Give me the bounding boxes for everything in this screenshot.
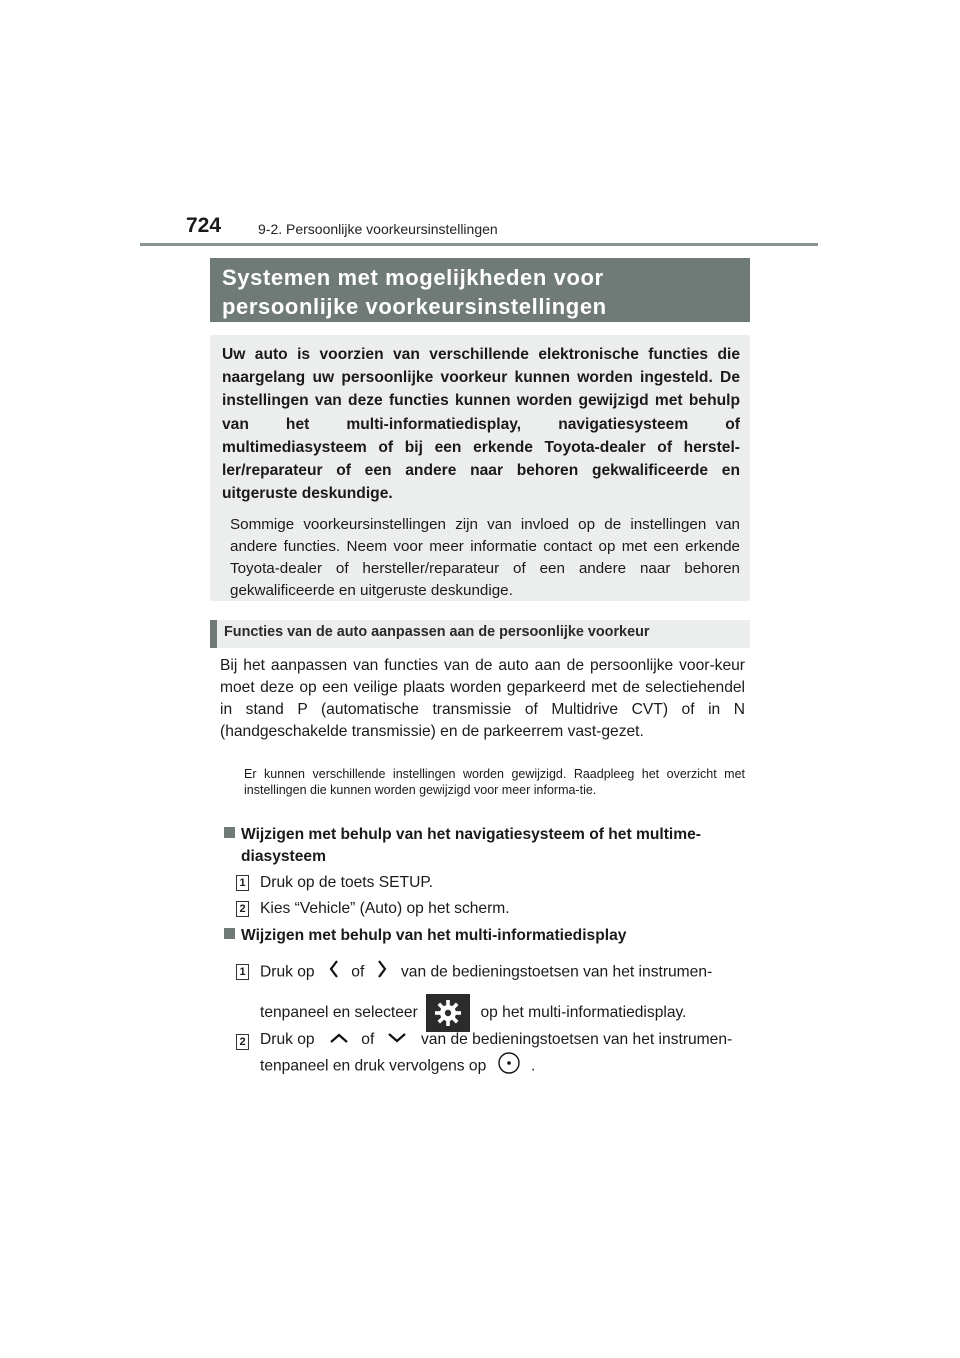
step-text-part: .: [530, 1057, 536, 1075]
step-number: 1: [236, 875, 249, 891]
step-text-part: op het multi-informatiedisplay.: [480, 1004, 687, 1022]
step-text: [260, 1029, 732, 1051]
subsection-heading: Functies van de auto aanpassen aan de persoonlijke voorkeur: [210, 620, 750, 648]
step-text: [260, 994, 686, 1032]
nav-section-heading: [224, 824, 749, 868]
bullet-square-icon: [224, 928, 235, 939]
chevron-right-icon: [377, 960, 387, 985]
step-text-part: tenpaneel en druk vervolgens op: [260, 1057, 487, 1075]
nav-heading-line-1: Wijzigen met behulp van het navigatiesysteem of het multime-: [241, 826, 701, 843]
page-title: [210, 258, 750, 322]
intro-box: [210, 335, 750, 601]
page-number: 724: [186, 214, 222, 237]
subsection-note: Er kunnen verschillende instellingen worden gewijzigd. Raadpleeg het overzicht met instellingen die kunnen worden gewijzigd voor meer informa-tie.: [244, 767, 745, 797]
step-text-part: van de bedieningstoetsen van het instrumen-: [401, 963, 713, 981]
step-text: Druk op de toets SETUP.: [260, 874, 434, 891]
step-number: 2: [236, 901, 249, 917]
step-text-part: of: [351, 963, 365, 981]
page-title-line-2: persoonlijke voorkeursinstellingen: [222, 294, 607, 319]
mid-section-heading: [224, 925, 626, 947]
chevron-left-icon: [329, 960, 339, 985]
intro-text: Uw auto is voorzien van verschillende elektronische functies die naargelang uw persoonlijke voorkeur kunnen worden ingesteld. De instellingen van deze functies kunnen worden gewijzigd met behulp van het multi-informatiedisplay, navigatiesysteem of multimediasysteem of bij een erkende Toyota-dealer of herstel-ler/reparateur of een andere naar behoren gekwalificeerde en uitgeruste deskundige.: [222, 346, 740, 503]
nav-heading-line-2: diasysteem: [241, 848, 326, 865]
step-text-part: tenpaneel en selecteer: [260, 1004, 418, 1022]
header-divider: [140, 243, 818, 246]
step-text: Kies “Vehicle” (Auto) op het scherm.: [260, 900, 510, 917]
mid-heading-text: Wijzigen met behulp van het multi-informatiedisplay: [241, 927, 627, 944]
step-text-part: van de bedieningstoetsen van het instrumen-: [421, 1031, 733, 1049]
page-title-line-1: Systemen met mogelijkheden voor: [222, 265, 604, 290]
step-text: [260, 960, 712, 985]
step-text-part: Druk op: [260, 963, 315, 981]
step-text-part: Druk op: [260, 1031, 315, 1049]
chevron-down-icon: [387, 1029, 407, 1051]
ok-button-icon: [497, 1051, 521, 1082]
section-reference: 9-2. Persoonlijke voorkeursinstellingen: [258, 221, 498, 237]
subsection-body: Bij het aanpassen van functies van de auto aan de persoonlijke voor-keur moet deze op een veilige plaats worden geparkeerd met de selectiehendel in stand P (automatische transmissie of Multidrive CVT) of in N (handgeschakelde transmissie) en de parkeerrem vast-gezet.: [220, 657, 745, 740]
bullet-square-icon: [224, 827, 235, 838]
step-number: 1: [236, 964, 249, 980]
gear-icon: [426, 994, 470, 1032]
chevron-up-icon: [329, 1029, 349, 1051]
intro-note: Sommige voorkeursinstellingen zijn van invloed op de instellingen van andere functies. Neem voor meer informatie contact op met een erkende Toyota-dealer of hersteller/reparateur of een andere naar behoren gekwalificeerde en uitgeruste deskundige.: [230, 516, 740, 600]
step-text-part: of: [361, 1031, 375, 1049]
step-number: 2: [236, 1034, 249, 1050]
step-text: [260, 1051, 535, 1082]
